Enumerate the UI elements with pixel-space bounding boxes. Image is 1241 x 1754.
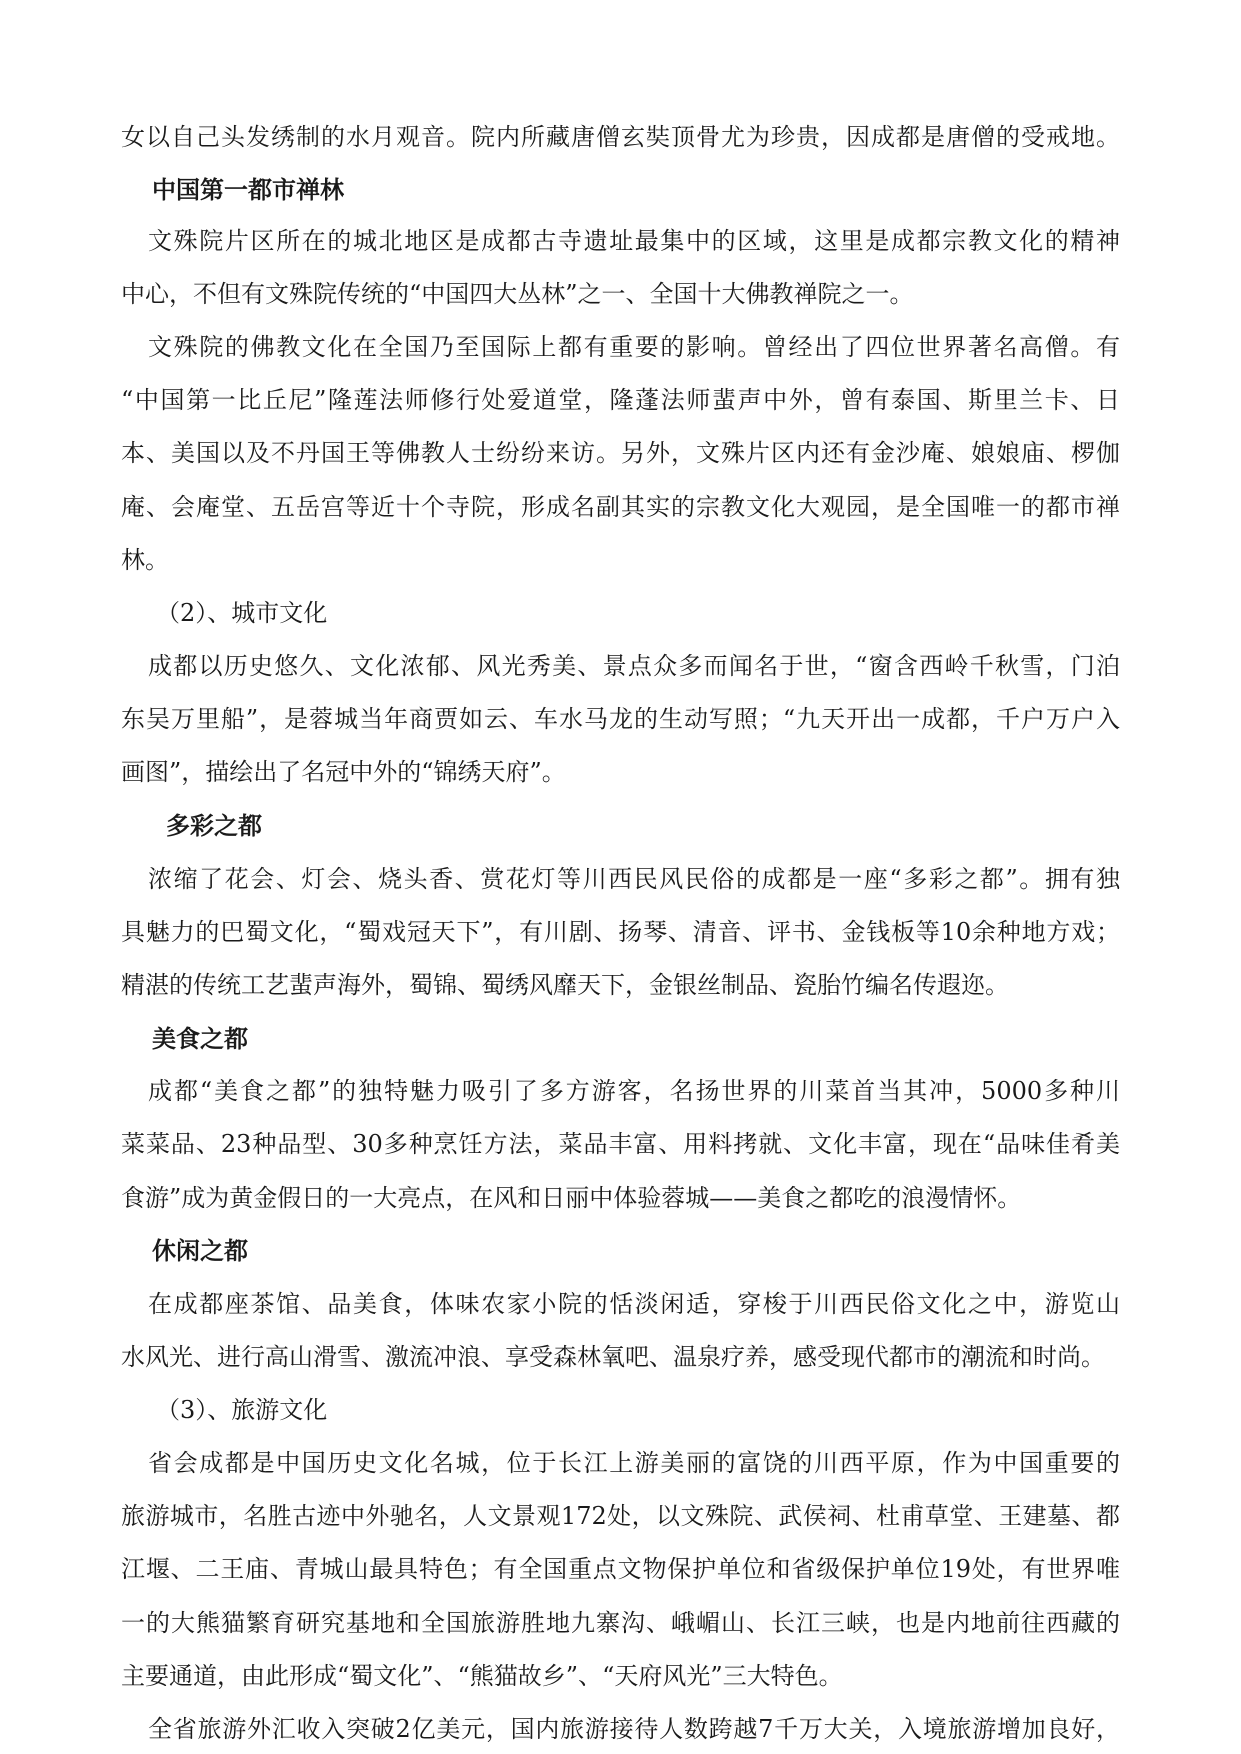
paragraph-line: 水风光、进行高山滑雪、激流冲浪、享受森林氧吧、温泉疗养，感受现代都市的潮流和时尚。 [121,1343,1105,1371]
paragraph-line: 精湛的传统工艺蜚声海外，蜀锦、蜀绣风靡天下，金银丝制品、瓷胎竹编名传遐迩。 [121,971,1009,999]
paragraph-line: 旅游城市，名胜古迹中外驰名，人文景观172处，以文殊院、武侯祠、杜甫草堂、王建墓、都 [121,1502,1120,1530]
paragraph-line: 浓缩了花会、灯会、烧头香、赏花灯等川西民风民俗的成都是一座“多彩之都”。拥有独 [148,865,1120,893]
paragraph-line: 文殊院的佛教文化在全国乃至国际上都有重要的影响。曾经出了四位世界著名高僧。有 [148,333,1120,361]
paragraph-line: 省会成都是中国历史文化名城，位于长江上游美丽的富饶的川西平原，作为中国重要的 [148,1449,1120,1477]
paragraph-line: 全省旅游外汇收入突破2亿美元，国内旅游接待人数跨越7千万大关，入境旅游增加良好， [148,1715,1120,1743]
paragraph-line: 在成都座茶馆、品美食，体味农家小院的恬淡闲适，穿梭于川西民俗文化之中，游览山 [148,1290,1120,1318]
paragraph-line: 女以自己头发绣制的水月观音。院内所藏唐僧玄奘顶骨尤为珍贵，因成都是唐僧的受戒地。 [121,123,1120,151]
paragraph-line: （2）、城市文化 [156,599,328,627]
paragraph-line: “中国第一比丘尼”隆莲法师修行处爱道堂，隆蓬法师蜚声中外，曾有泰国、斯里兰卡、日 [121,386,1120,414]
paragraph-line: 一的大熊猫繁育研究基地和全国旅游胜地九寨沟、峨嵋山、长江三峡，也是内地前往西藏的 [121,1609,1120,1637]
paragraph-line: 东吴万里船”，是蓉城当年商贾如云、车水马龙的生动写照；“九天开出一成都，千户万户入 [121,705,1120,733]
paragraph-line: 文殊院片区所在的城北地区是成都古寺遗址最集中的区域，这里是成都宗教文化的精神 [148,227,1120,255]
paragraph-line: 庵、会庵堂、五岳宫等近十个寺院，形成名副其实的宗教文化大观园，是全国唯一的都市禅 [121,493,1120,521]
paragraph-line: 画图”，描绘出了名冠中外的“锦绣天府”。 [121,758,566,786]
paragraph-line: 成都以历史悠久、文化浓郁、风光秀美、景点众多而闻名于世，“窗含西岭千秋雪，门泊 [148,652,1120,680]
paragraph-line: 食游”成为黄金假日的一大亮点，在风和日丽中体验蓉城——美食之都吃的浪漫情怀。 [121,1184,1022,1212]
section-heading: 休闲之都 [152,1237,248,1265]
paragraph-line: 具魅力的巴蜀文化，“蜀戏冠天下”，有川剧、扬琴、清音、评书、金钱板等10余种地方戏； [121,918,1120,946]
paragraph-line: 本、美国以及不丹国王等佛教人士纷纷来访。另外，文殊片区内还有金沙庵、娘娘庙、椤伽 [121,439,1120,467]
section-heading: 中国第一都市禅林 [152,176,344,204]
paragraph-line: 江堰、二王庙、青城山最具特色；有全国重点文物保护单位和省级保护单位19处，有世界唯 [121,1555,1120,1583]
paragraph-line: 林。 [121,546,169,574]
section-heading: 多彩之都 [166,812,262,840]
paragraph-line: 菜菜品、23种品型、30多种烹饪方法，菜品丰富、用料拷就、文化丰富，现在“品味佳肴美 [121,1130,1120,1158]
paragraph-line: 主要通道，由此形成“蜀文化”、“熊猫故乡”、“天府风光”三大特色。 [121,1662,843,1690]
paragraph-line: 中心，不但有文殊院传统的“中国四大丛林”之一、全国十大佛教禅院之一。 [121,280,914,308]
section-heading: 美食之都 [152,1025,248,1053]
paragraph-line: （3）、旅游文化 [156,1396,328,1424]
paragraph-line: 成都“美食之都”的独特魅力吸引了多方游客，名扬世界的川菜首当其冲，5000多种川 [148,1077,1120,1105]
